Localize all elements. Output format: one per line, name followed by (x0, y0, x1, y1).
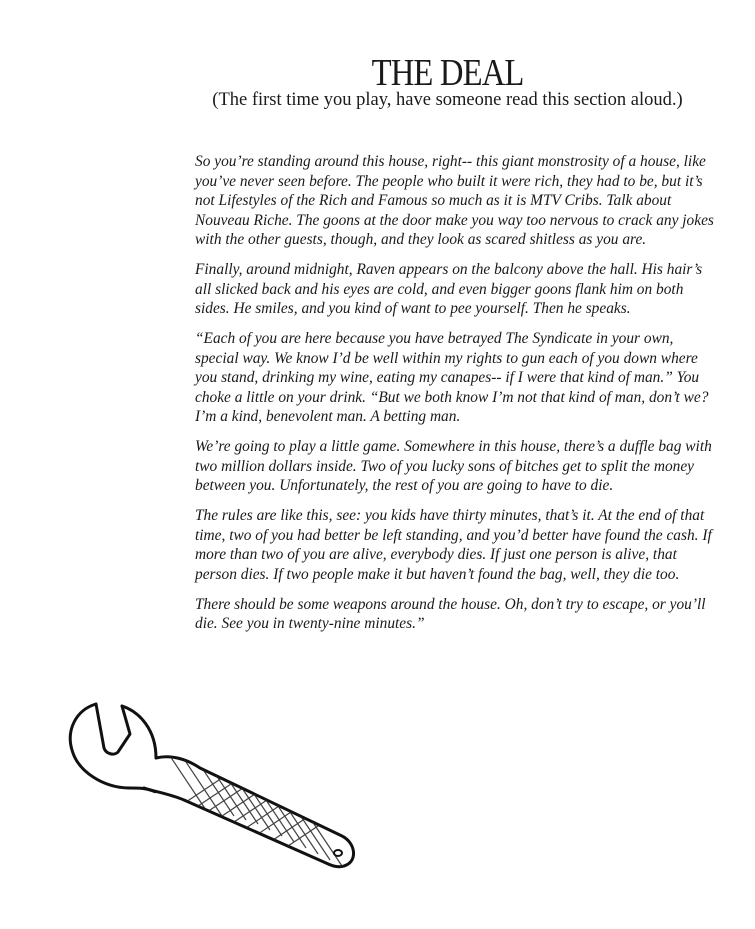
paragraph: Finally, around midnight, Raven appears on the balcony above the hall. His hair’s all slicked back and his eyes are cold, and even bigger goons flank him on both sides. He smiles, and you kind of want to pee yourself. Then he speaks. (195, 261, 703, 317)
paragraph: There should be some weapons around the house. Oh, don’t try to escape, or you’ll die. See you in twenty-nine minutes.” (195, 595, 706, 632)
paragraph: The rules are like this, see: you kids have thirty minutes, that’s it. At the end of that time, two of you had better be left standing, and you’d better have found the cash. If more than two of you are alive, everybody dies. If just one person is alive, that person dies. If two people make it but haven’t found the bag, well, they die too. (195, 507, 712, 583)
page-title: THE DEAL (371, 52, 524, 95)
wrench-icon (60, 696, 370, 876)
paragraph: So you’re standing around this house, right-- this giant monstrosity of a house, like you’ve never seen before. The people who built it were rich, they had to be, but it’s not Lifestyles of the Rich and Famous so much as it is MTV Cribs. Talk about Nouveau Riche. The goons at the door make you way too nervous to crack any jokes with the other guests, though, and they look as scared shitless as you are. (195, 153, 714, 248)
paragraph: We’re going to play a little game. Somewhere in this house, there’s a duffle bag with two million dollars inside. Two of you lucky sons of bitches get to split the money between you. Unfortunately, the rest of you are going to have to die. (195, 438, 712, 494)
page-subtitle: (The first time you play, have someone read this section aloud.) (212, 90, 683, 110)
paragraph: “Each of you are here because you have betrayed The Syndicate in your own, special way. We know I’d be well within my rights to gun each of you down where you stand, drinking my wine, eating my canapes-- if I were that kind of man.” You choke a little on your drink. “But we both know I’m not that kind of man, don’t we? I’m a kind, benevolent man. A betting man. (195, 330, 709, 425)
narration-text (195, 152, 715, 644)
